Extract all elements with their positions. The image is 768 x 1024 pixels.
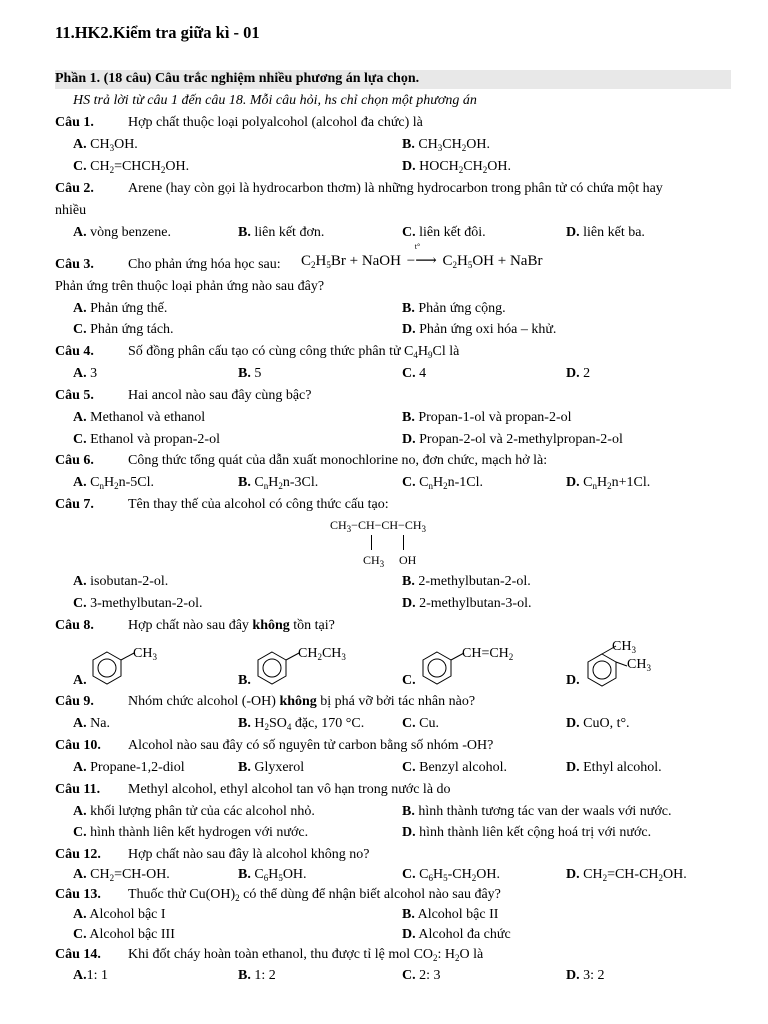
option: D. hình thành liên kết cộng hoá trị với nước. xyxy=(402,825,652,840)
question-number: Câu 14. xyxy=(55,947,101,962)
option: D. 2 xyxy=(566,366,591,381)
methyl-substituent: $CH_3$ xyxy=(363,553,385,569)
question-1 xyxy=(55,115,423,131)
main-chain: $CH_3-CH-CH-CH_3$ xyxy=(330,518,426,534)
question-text: Thuốc thử $Cu(OH)_2$ có thể dùng để nhận biết alcohol nào sau đây? xyxy=(128,887,501,903)
question-text: Tên thay thế của alcohol có công thức cấu tạo: xyxy=(128,497,389,512)
question-12 xyxy=(55,847,369,863)
option: D. Alcohol đa chức xyxy=(402,927,511,942)
option: C. $C_nH_2n-1Cl$. xyxy=(402,475,483,491)
question-number: Câu 11. xyxy=(55,782,101,797)
option: B. $H_2SO_4$ đặc, 170 °C. xyxy=(238,716,365,732)
option: B. Phản ứng cộng. xyxy=(402,301,506,316)
question-number: Câu 5. xyxy=(55,388,94,403)
option: B. liên kết đơn. xyxy=(238,225,325,240)
option: D. 3: 2 xyxy=(566,968,605,983)
option: C. Phản ứng tách. xyxy=(73,322,174,337)
instructions: HS trả lời từ câu 1 đến câu 18. Mỗi câu hỏi, hs chỉ chọn một phương án xyxy=(73,93,477,108)
question-text: Cho phản ứng hóa học sau: xyxy=(128,257,281,272)
option: C. Cu. xyxy=(402,716,439,731)
question-text-continued: Phản ứng trên thuộc loại phản ứng nào sau đây? xyxy=(55,279,325,294)
option: D. 2-methylbutan-3-ol. xyxy=(402,596,532,611)
question-14 xyxy=(55,947,483,963)
question-text: Methyl alcohol, ethyl alcohol tan vô hạn trong nước là do xyxy=(128,782,451,797)
option: C. Alcohol bậc III xyxy=(73,927,175,942)
option: B. 2-methylbutan-2-ol. xyxy=(402,574,531,589)
question-3 xyxy=(55,257,281,273)
option: C. 3-methylbutan-2-ol. xyxy=(73,596,203,611)
option: C. Benzyl alcohol. xyxy=(402,760,507,775)
hydroxyl-substituent: OH xyxy=(399,553,417,567)
document-title: 11.HK2.Kiểm tra giữa kì - 01 xyxy=(55,23,260,42)
question-text: Hợp chất thuộc loại polyalcohol (alcohol đa chức) là xyxy=(128,115,423,130)
question-number: Câu 7. xyxy=(55,497,94,512)
question-number: Câu 8. xyxy=(55,618,94,633)
option: B. $C_nH_2n-3Cl$. xyxy=(238,475,319,491)
option: C. hình thành liên kết hydrogen với nước. xyxy=(73,825,309,840)
option: B. Alcohol bậc II xyxy=(402,907,499,922)
question-number: Câu 6. xyxy=(55,453,94,468)
option: A. $C_nH_2n-5Cl$. xyxy=(73,475,154,491)
option: D. liên kết ba. xyxy=(566,225,645,240)
option: B. 5 xyxy=(238,366,262,381)
option: A. $CH_2=CH-OH$. xyxy=(73,867,170,883)
option-letter: B. xyxy=(238,673,251,688)
substituent-label: $CH_3$ xyxy=(612,639,636,655)
reaction-equation: $C_2H_5Br$ + NaOH −⟶ t° $C_2H_5OH$ + NaBr xyxy=(301,242,543,270)
option: A. isobutan-2-ol. xyxy=(73,574,169,589)
option: D. $C_nH_2n+1Cl$. xyxy=(566,475,651,491)
option: B. hình thành tương tác van der waals với nước. xyxy=(402,804,672,819)
option: A.1: 1 xyxy=(73,968,109,983)
section-title: Phần 1. (18 câu) Câu trắc nghiệm nhiều phương án lựa chọn. xyxy=(55,71,420,86)
option: D. $HOCH_2CH_2OH$. xyxy=(402,159,511,175)
question-text: Số đồng phân cấu tạo có cùng công thức phân tử $C_4H_9Cl$ là xyxy=(128,344,460,360)
question-number: Câu 2. xyxy=(55,181,94,196)
question-number: Câu 10. xyxy=(55,738,101,753)
question-number: Câu 3. xyxy=(55,257,94,272)
substituent-label: $CH=CH_2$ xyxy=(462,646,514,662)
question-text: Hai ancol nào sau đây cùng bậc? xyxy=(128,388,312,403)
option: A. 3 xyxy=(73,366,98,381)
question-13 xyxy=(55,887,501,903)
option-letter: C. xyxy=(402,673,416,688)
option: C. 2: 3 xyxy=(402,968,441,983)
option: A. $CH_3OH$. xyxy=(73,137,138,153)
option: C. 4 xyxy=(402,366,427,381)
question-number: Câu 1. xyxy=(55,115,94,130)
bond-line xyxy=(371,535,372,550)
question-text-continued: nhiều xyxy=(55,203,87,218)
question-text: Hợp chất nào sau đây là alcohol không no? xyxy=(128,847,370,862)
option-letter: A. xyxy=(73,673,87,688)
bond-line xyxy=(403,535,404,550)
question-4 xyxy=(55,344,459,360)
option: D. Ethyl alcohol. xyxy=(566,760,662,775)
option: A. khối lượng phân tử của các alcohol nhỏ. xyxy=(73,804,315,819)
substituent-label: $CH_3$ xyxy=(627,657,651,673)
question-text: Arene (hay còn gọi là hydrocarbon thơm) là những hydrocarbon trong phân tử có chứa một hay xyxy=(128,181,663,196)
option: B. Propan-1-ol và propan-2-ol xyxy=(402,410,572,425)
question-number: Câu 9. xyxy=(55,694,94,709)
option: A. Na. xyxy=(73,716,110,731)
question-text: Alcohol nào sau đây có số nguyên tử carbon bằng số nhóm -OH? xyxy=(128,738,494,753)
option: D. $CH_2=CH-CH_2OH$. xyxy=(566,867,687,883)
option: C. Ethanol và propan-2-ol xyxy=(73,432,220,447)
option: A. Phản ứng thế. xyxy=(73,301,168,316)
option: B. $C_6H_5OH$. xyxy=(238,867,307,883)
question-7 xyxy=(55,497,389,513)
option: D. Propan-2-ol và 2-methylpropan-2-ol xyxy=(402,432,623,447)
question-11 xyxy=(55,782,451,798)
question-8: Câu 8. Hợp chất nào sau đây không tồn tại? xyxy=(55,618,335,633)
option: D. CuO, t°. xyxy=(566,716,630,731)
option: A. Alcohol bậc I xyxy=(73,907,166,922)
question-text: Công thức tổng quát của dẫn xuất monochlorine no, đơn chức, mạch hở là: xyxy=(128,453,548,468)
option: B. $CH_3CH_2OH$. xyxy=(402,137,490,153)
question-number: Câu 4. xyxy=(55,344,94,359)
question-number: Câu 13. xyxy=(55,887,101,902)
option: B. Glyxerol xyxy=(238,760,305,775)
question-2 xyxy=(55,181,663,197)
option: A. vòng benzene. xyxy=(73,225,171,240)
option: D. Phản ứng oxi hóa – khử. xyxy=(402,322,557,337)
question-text: Khi đốt cháy hoàn toàn ethanol, thu được tỉ lệ mol $CO_2$: $H_2O$ là xyxy=(128,947,484,963)
option: C. $C_6H_5-CH_2OH$. xyxy=(402,867,500,883)
option: C. liên kết đôi. xyxy=(402,225,486,240)
question-9: Câu 9. Nhóm chức alcohol (-OH) không bị phá vỡ bởi tác nhân nào? xyxy=(55,694,476,709)
option: A. Methanol và ethanol xyxy=(73,410,206,425)
option: C. $CH_2=CHCH_2OH$. xyxy=(73,159,190,175)
substituent-label: $CH_3$ xyxy=(133,646,157,662)
question-5 xyxy=(55,388,311,404)
option: A. Propane-1,2-diol xyxy=(73,760,185,775)
option-letter: D. xyxy=(566,673,580,688)
question-6 xyxy=(55,453,547,469)
option: B. 1: 2 xyxy=(238,968,276,983)
question-number: Câu 12. xyxy=(55,847,101,862)
substituent-label: $CH_2CH_3$ xyxy=(298,646,346,662)
question-10 xyxy=(55,738,493,754)
